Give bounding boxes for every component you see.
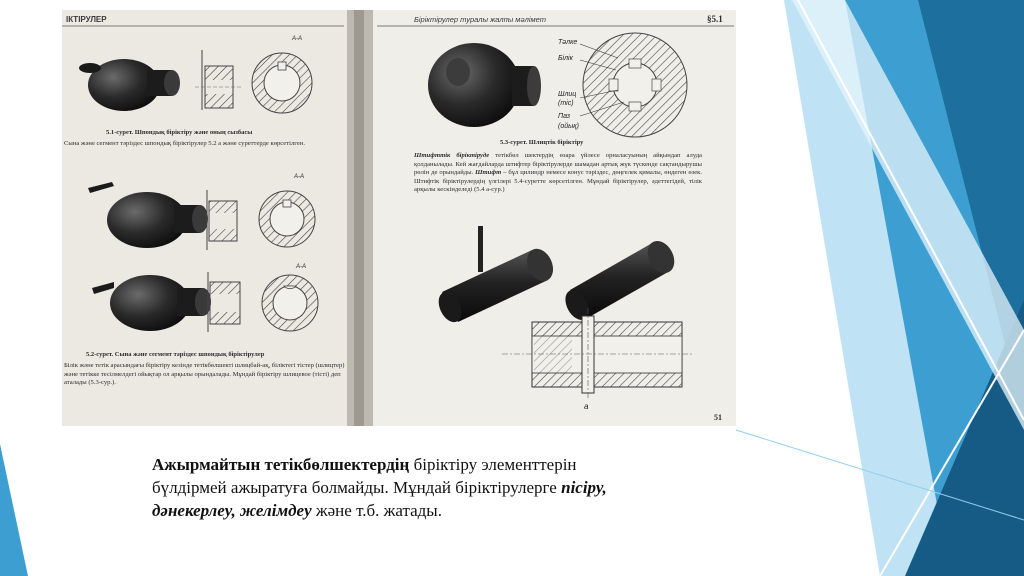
callout-shaft: Білік — [558, 55, 573, 62]
left-body-text: Білік және тетік арасындағы біріктіру кезінде тетікбөлшекті шлицбай-ақ, біліктегі тістер (шлицтер) және тетікке тесілмелдегі ойықтар ол арқылы орындалады. Мұндай біріктіру шлицевое (тісті) деп аталады (5.3-сур.). — [64, 362, 345, 386]
left-intro-text: Сына және сегмент тәріздес шпондық біріктірулер 5.2 а және суреттерде көрсетілген. — [64, 140, 305, 147]
callout-tooth: (тіс) — [558, 100, 574, 107]
callout-slot: (ойық) — [558, 123, 579, 130]
left-page-header: ІКТІРУЛЕР — [66, 15, 107, 24]
section-label-3: А-А — [296, 264, 307, 270]
pin-joint-text — [414, 152, 702, 195]
section-label-2: А-А — [294, 174, 305, 180]
section-number: §5.1 — [707, 14, 723, 24]
fig-5-2-caption: 5.2-сурет. Сына және сегмент тәріздес шпондық біріктірулер — [86, 351, 265, 358]
section-label-1: А-А — [292, 36, 303, 42]
callout-collar: Тәлке — [558, 39, 578, 46]
fig-5-3-caption: 5.3-сурет. Шлицтік біріктіру — [500, 139, 584, 146]
pin-text: тетікбөл шектердің өзара үйлесе орналасуының айқындап алуда қолданылады. Кей жағдайларда штифтер біріктірулерде шамадан артық жүк түскенде сақтандырушы рөлін де орындайды. — [414, 152, 702, 177]
textbook-scan — [62, 10, 736, 426]
callout-groove: Паз — [558, 113, 571, 120]
caption-text-2: және т.б. жатады. — [311, 501, 442, 520]
fig-5-1-caption: 5.1-сурет. Шпондық біріктіру және оның сызбасы — [106, 129, 253, 136]
sub-figure-label: а — [584, 402, 589, 411]
pin-term-2: Штифт — [475, 169, 502, 177]
slide-caption — [152, 453, 652, 522]
right-page-header: Біріктірулер туралы жалпы мәлімет — [414, 15, 546, 24]
pin-term: Штифттік біріктіруде — [414, 152, 490, 159]
page-number: 51 — [714, 413, 722, 422]
caption-text-1: біріктіру элементтерін бүлдірмей ажыратуға болмайды. Мұндай біріктірулерге — [152, 455, 577, 497]
deco-left-strip — [0, 444, 28, 576]
caption-examples: пісіру, дәнекерлеу, желімдеу — [152, 478, 607, 520]
pin-text-2: – бұл цилиндр немесе конус тәріздес, дөңгелек қималы, өндеген өзек. Штифтік біріктірулердің үлгілері 5.4-суретте көрсетілген. Мұндай біріктірулер, әдеттегідей, тілік арқылы кескінделеді (5.4 а-сур.) — [414, 169, 702, 194]
caption-term: Ажырмайтын тетікбөлшектердің — [152, 455, 410, 474]
callout-spline: Шлиц — [558, 91, 577, 98]
